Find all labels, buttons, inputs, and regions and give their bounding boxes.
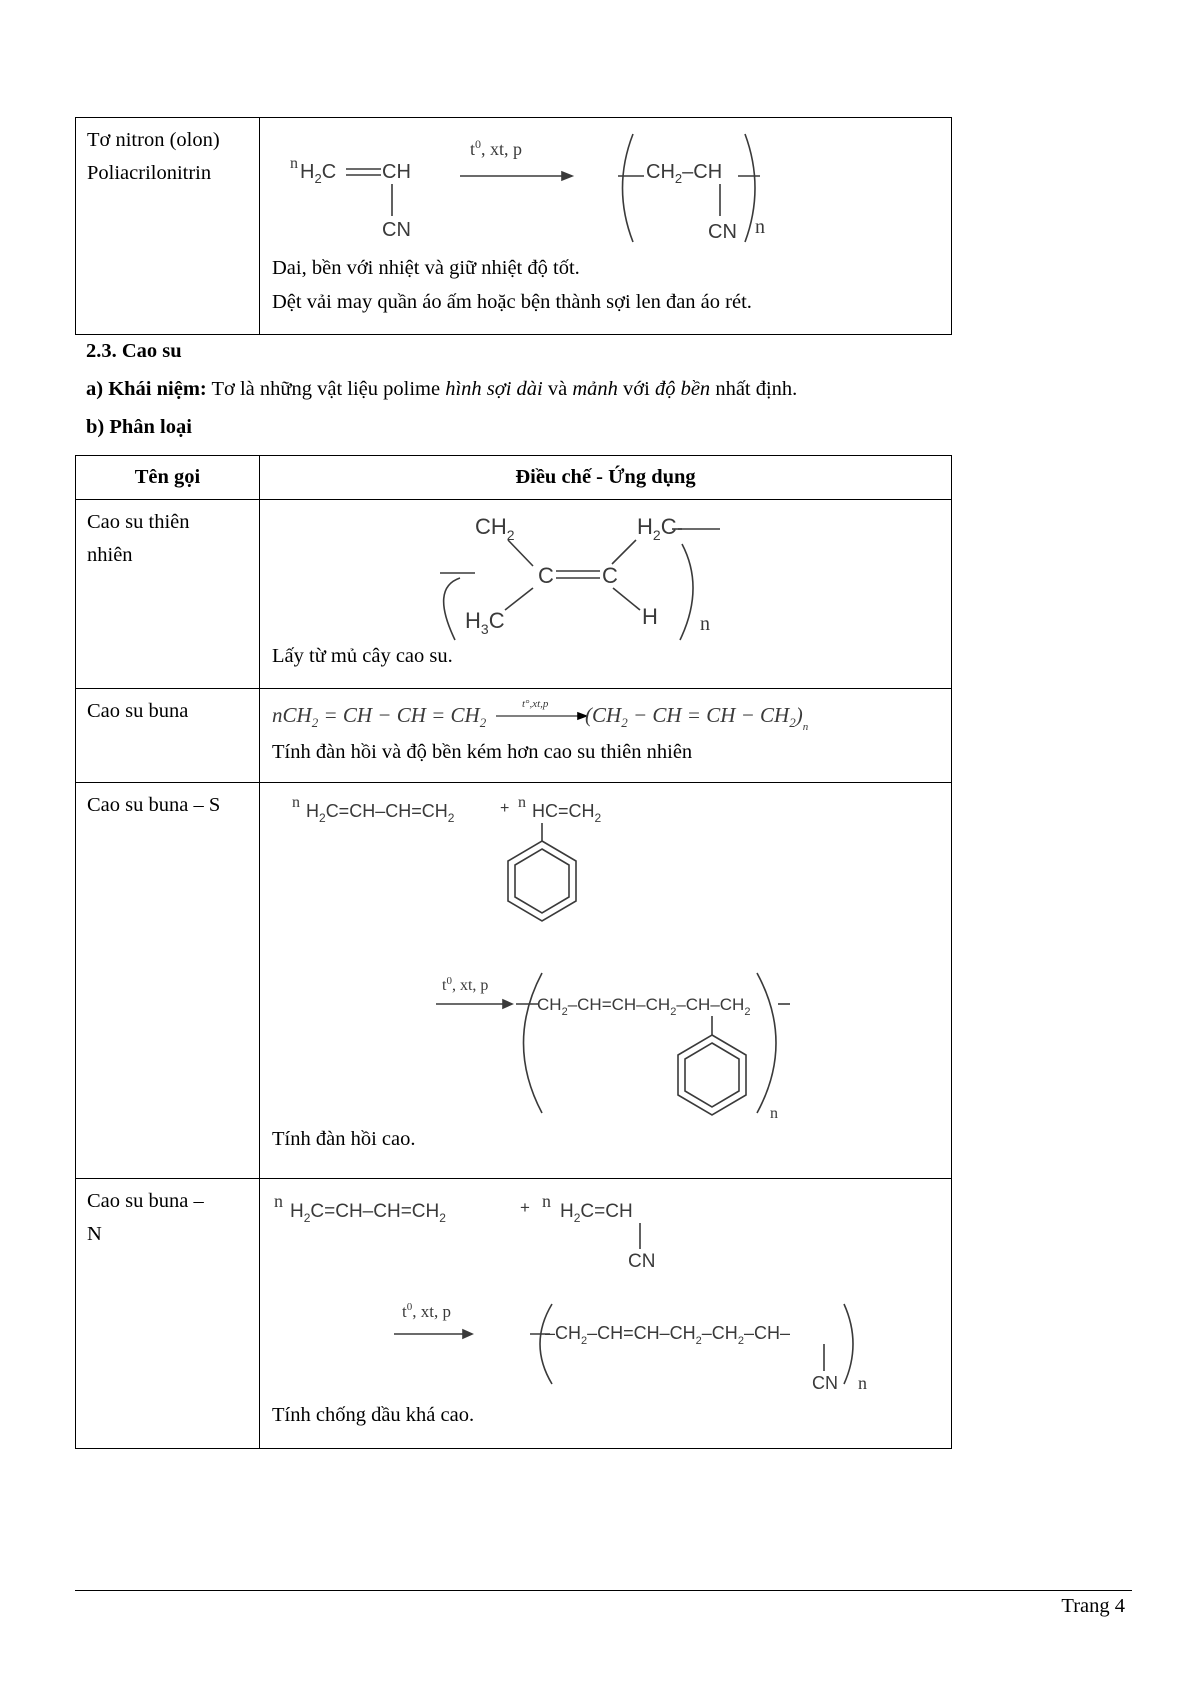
- nitron-name-cell: [76, 118, 260, 335]
- buna-s-desc: Tính đàn hồi cao.: [272, 1128, 416, 1150]
- nitron-name-line1: Tơ nitron (olon): [87, 129, 220, 151]
- natural-rubber-structure: [260, 500, 952, 650]
- section-title: 2.3. Cao su: [86, 340, 182, 362]
- svg-text:n: n: [542, 1191, 551, 1211]
- classify-heading: b) Phân loại: [86, 416, 192, 438]
- concept-label: a) Khái niệm:: [86, 378, 207, 400]
- header-desc: Điều chế - Ứng dụng: [260, 456, 952, 500]
- nitron-prod-cn: CN: [708, 221, 737, 243]
- buna-desc-cell: [260, 689, 952, 783]
- svg-text:–CH2–CH=CH–CH2–CH2–CH–: $-CH_2-CH=CH-CH_2-CH_2-CH-$: [545, 1323, 790, 1347]
- buna-n-reaction-diagram: [260, 1179, 952, 1414]
- svg-text:C: C: [602, 563, 618, 588]
- nitron-n: n: [290, 155, 298, 172]
- buna-s-name-cell: Cao su buna – S: [76, 783, 260, 1179]
- footer-rule: [75, 1590, 1132, 1591]
- svg-text:CH2–CH: $CH_2-CH$: [646, 161, 723, 186]
- svg-text:t0, xt, p: $t^0$, xt, p: [442, 975, 489, 994]
- svg-text:+: +: [520, 1198, 530, 1217]
- nitron-table: [75, 117, 952, 335]
- svg-text:t0, xt, p: $t^0$, xt, p: [402, 1301, 451, 1321]
- svg-text:CH2: $CH_2$: [475, 514, 515, 543]
- nitron-prod-n: n: [755, 216, 765, 238]
- svg-text:n: n: [292, 794, 300, 811]
- nitron-name-line2: Poliacrilonitrin: [87, 162, 212, 184]
- svg-text:n: n: [274, 1191, 283, 1211]
- rubber-table: [75, 455, 952, 1449]
- nitron-desc-cell: [260, 118, 952, 335]
- svg-text:nCH2 = CH − CH = CH2: nCH$_2$ = CH − CH = $CH_2$: [272, 703, 487, 730]
- svg-text:H2C=CH: $H_2C=CH$: [560, 1201, 633, 1225]
- buna-desc: Tính đàn hồi và độ bền kém hơn cao su thiên nhiên: [272, 741, 693, 763]
- nitron-h2c-h: H: [300, 161, 315, 183]
- buna-s-desc-cell: [260, 783, 952, 1179]
- natural-desc-cell: [260, 500, 952, 689]
- svg-text:n: n: [770, 1105, 778, 1122]
- svg-text:t0, xt, p: $t^0$, xt, p: [470, 137, 523, 159]
- nitron-cn: CN: [382, 219, 411, 241]
- svg-text:H3C: $H_3C$: [465, 608, 505, 637]
- svg-text:H2C=CH–CH=CH2: $H_2C=CH-CH=CH_2$: [290, 1201, 446, 1225]
- buna-s-reaction-diagram: [260, 783, 952, 1143]
- natural-name-cell: Cao su thiên nhiên: [76, 500, 260, 689]
- svg-text:t°,xt,p: t°,xt,p: [522, 698, 549, 710]
- buna-n-desc-cell: [260, 1179, 952, 1449]
- nitron-desc1: Dai, bền với nhiệt và giữ nhiệt độ tốt.: [272, 257, 580, 279]
- svg-text:(CH2 − CH = CH − CH2)n: ($CH_2$ − CH = CH − $CH_2)_n$: [585, 703, 809, 733]
- header-name: Tên gọi: [76, 456, 260, 500]
- page-number: Trang 4: [1061, 1595, 1125, 1617]
- svg-text:CN: CN: [628, 1251, 656, 1272]
- svg-text:H: H: [642, 604, 658, 629]
- svg-text:C: C: [538, 563, 554, 588]
- svg-text:H2C=CH–CH=CH2: $H_2C=CH-CH=CH_2$: [306, 801, 455, 825]
- nitron-desc2: Dệt vải may quần áo ấm hoặc bện thành sợi len đan áo rét.: [272, 291, 752, 313]
- svg-text:H2C: $H_2C$: [637, 514, 677, 543]
- nitron-ch: CH: [382, 161, 411, 183]
- svg-text:H2C: $H_2C$: [300, 161, 337, 186]
- nitron-reaction-diagram: [260, 118, 952, 258]
- svg-text:n: n: [858, 1373, 867, 1393]
- buna-n-name-cell: Cao su buna – N: [76, 1179, 260, 1449]
- natural-desc: Lấy từ mủ cây cao su.: [272, 645, 453, 667]
- svg-text:CN: CN: [812, 1373, 838, 1393]
- buna-name-cell: Cao su buna: [76, 689, 260, 783]
- svg-text:n: n: [700, 613, 710, 635]
- svg-text:CH2–CH=CH–CH2–CH–CH2: $CH_2-CH=CH-CH_2-CH-CH_2$: [537, 995, 751, 1018]
- svg-text:n: n: [518, 794, 526, 811]
- concept-line: a) Khái niệm: Tơ là những vật liệu polime hình sợi dài và mảnh với độ bền nhất định.: [86, 378, 798, 400]
- buna-n-desc: Tính chống dầu khá cao.: [272, 1404, 475, 1426]
- buna-equation: [260, 689, 952, 739]
- svg-text:+: +: [500, 800, 510, 817]
- svg-text:HC=CH2: $HC=CH_2$: [532, 801, 602, 825]
